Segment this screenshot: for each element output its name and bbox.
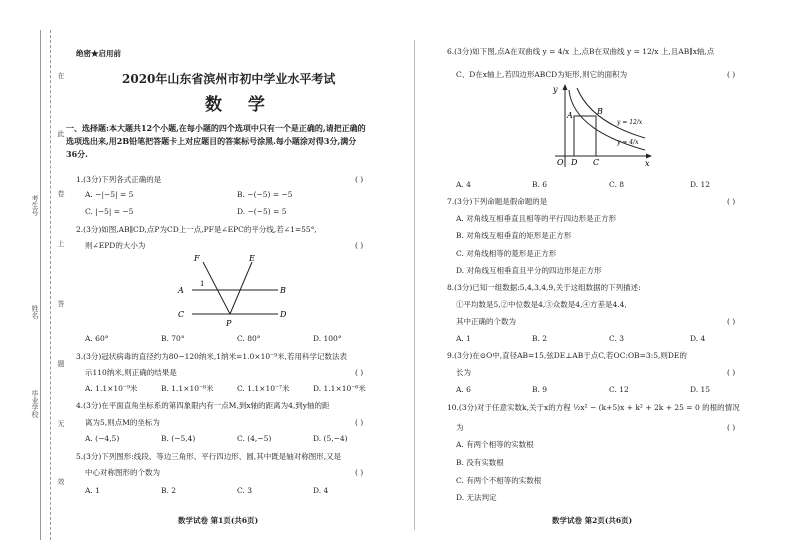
label-curve-4: y = 4/x: [617, 139, 639, 146]
binding-line-outer: [40, 30, 41, 540]
q9-option-a[interactable]: A. 6: [456, 385, 471, 394]
page-divider: [414, 40, 415, 530]
label-p: P: [226, 319, 232, 328]
q2-option-b[interactable]: B. 70°: [161, 334, 185, 343]
q10-stem: 10.(3分)对于任意实数k,关于x的方程 ½x² − (k+5)x + k² + 2k + 25 = 0 的根的情况: [447, 403, 740, 412]
q5-option-b[interactable]: B. 2: [161, 486, 177, 495]
q6-option-a[interactable]: A. 4: [456, 180, 471, 189]
q8-option-c[interactable]: C. 3: [609, 334, 625, 343]
q7-option-a[interactable]: A. 对角线互相垂直且相等的平行四边形是正方形: [456, 214, 617, 223]
q6-figure: [545, 82, 657, 170]
label-a: A: [567, 111, 573, 120]
label-e: E: [249, 254, 255, 263]
q9-option-b[interactable]: B. 9: [532, 385, 548, 394]
q8-option-d[interactable]: D. 4: [690, 334, 706, 343]
label-d: D: [280, 310, 287, 319]
q7-answer-blank[interactable]: ( ): [727, 197, 736, 206]
q10-stem-continued: 为: [456, 423, 464, 432]
q5-option-a[interactable]: A. 1: [85, 486, 100, 495]
label-y-axis: y: [553, 85, 558, 94]
rectangle-abcd: [574, 116, 596, 156]
q3-stem: 3.(3分)冠状病毒的直径约为80~120纳米,1纳米=1.0×10⁻⁹米,若用科学记数法表: [76, 352, 347, 361]
line-pf: [203, 262, 230, 314]
q5-stem: 5.(3分)下列图形:线段、等边三角形、平行四边形、圆,其中既是轴对称图形,又是: [76, 452, 342, 461]
q7-option-c[interactable]: C. 对角线相等的菱形是正方形: [456, 249, 557, 258]
q3-answer-blank[interactable]: ( ): [355, 368, 364, 377]
field-exam-number: 考生号: [31, 195, 39, 216]
q3-option-c[interactable]: C. 1.1×10⁻⁷米: [237, 384, 290, 393]
field-school: 毕业学校: [31, 390, 39, 418]
q5-option-c[interactable]: C. 3: [237, 486, 253, 495]
binding-marker: 效: [57, 478, 65, 485]
label-c: C: [178, 310, 185, 319]
q8-statements: ①平均数是5,②中位数是4,③众数是4,④方差是4.4,: [456, 300, 627, 309]
label-d: D: [571, 158, 578, 167]
q10-option-c[interactable]: C. 有两个不相等的实数根: [456, 476, 542, 485]
line-pe: [230, 262, 252, 314]
q5-option-d[interactable]: D. 4: [313, 486, 329, 495]
q6-option-c[interactable]: C. 8: [609, 180, 625, 189]
y-axis-arrow: [563, 84, 568, 90]
q9-answer-blank[interactable]: ( ): [727, 368, 736, 377]
q2-option-a[interactable]: A. 60°: [85, 334, 109, 343]
label-c: C: [593, 158, 600, 167]
q1-option-b[interactable]: B. −(−5) = −5: [237, 190, 293, 199]
x-axis-arrow: [646, 154, 652, 159]
q8-answer-blank[interactable]: ( ): [727, 317, 736, 326]
q8-option-a[interactable]: A. 1: [456, 334, 471, 343]
q6-option-d[interactable]: D. 12: [690, 180, 711, 189]
q9-stem: 9.(3分)在⊙O中,直径AB=15,弦DE⊥AB于点C,若OC:OB=3:5,则DE的: [447, 351, 687, 360]
label-f: F: [194, 254, 200, 263]
section-header: 一、选择题:本大题共12个小题,在每小题的四个选项中只有一个是正确的,请把正确的选项选出来,用2B铅笔把答题卡上对应题目的答案标号涂黑.每小题涂对得3分,满分36分.: [66, 123, 366, 159]
q1-option-c[interactable]: C. |−5| = −5: [85, 207, 134, 216]
binding-marker: 答: [57, 300, 65, 307]
q6-stem-continued: C、D在x轴上,若四边形ABCD为矩形,则它的面积为: [456, 70, 628, 79]
binding-marker: 上: [57, 240, 65, 247]
q2-figure: [170, 250, 300, 330]
q4-answer-blank[interactable]: ( ): [355, 418, 364, 427]
exam-title: 2020年山东省滨州市初中学业水平考试: [122, 72, 336, 86]
q8-stem: 8.(3分)已知一组数据:5,4,3,4,9,关于这组数据的下列描述:: [447, 283, 641, 292]
q4-option-d[interactable]: D. (5,−4): [313, 434, 348, 443]
label-curve-12: y = 12/x: [617, 119, 643, 126]
label-x-axis: x: [645, 159, 650, 168]
q2-option-c[interactable]: C. 80°: [237, 334, 261, 343]
q9-option-d[interactable]: D. 15: [690, 385, 711, 394]
q3-stem-continued: 示110纳米,则正确的结果是: [85, 368, 177, 377]
q1-answer-blank[interactable]: ( ): [355, 175, 364, 184]
page2-footer: 数学试卷 第2页(共6页): [552, 516, 633, 525]
q6-answer-blank[interactable]: ( ): [727, 70, 736, 79]
q3-option-b[interactable]: B. 1.1×10⁻⁸米: [161, 384, 214, 393]
binding-marker: 此: [57, 130, 65, 137]
q8-option-b[interactable]: B. 2: [532, 334, 548, 343]
q4-stem: 4.(3分)在平面直角坐标系的第四象限内有一点M,到x轴的距离为4,到y轴的距: [76, 401, 330, 410]
q2-stem-continued: 则∠EPD的大小为: [85, 241, 146, 250]
binding-line-inner: [50, 30, 51, 540]
label-angle-1: 1: [200, 280, 205, 288]
label-o: O: [557, 158, 564, 167]
q3-option-d[interactable]: D. 1.1×10⁻⁶米: [313, 384, 366, 393]
q4-option-a[interactable]: A. (−4,5): [85, 434, 120, 443]
q5-answer-blank[interactable]: ( ): [355, 468, 364, 477]
q7-option-d[interactable]: D. 对角线互相垂直且平分的四边形是正方形: [456, 266, 602, 275]
binding-marker: 无: [57, 420, 65, 427]
q10-option-b[interactable]: B. 没有实数根: [456, 458, 504, 467]
q5-stem-continued: 中心对称图形的个数为: [85, 468, 160, 477]
field-name: 姓名: [31, 305, 39, 319]
q9-stem-continued: 长为: [456, 368, 471, 377]
q2-answer-blank[interactable]: ( ): [355, 241, 364, 250]
q4-option-b[interactable]: B. (−5,4): [161, 434, 196, 443]
binding-marker: 在: [57, 72, 65, 79]
q3-option-a[interactable]: A. 1.1×10⁻⁹米: [85, 384, 138, 393]
q10-answer-blank[interactable]: ( ): [727, 423, 736, 432]
q2-stem: 2.(3分)如图,AB∥CD,点P为CD上一点,PF是∠EPC的平分线,若∠1=55°,: [76, 225, 317, 234]
page1-footer: 数学试卷 第1页(共6页): [178, 516, 259, 525]
confidential-label: 绝密★启用前: [76, 49, 121, 58]
label-a: A: [178, 286, 184, 295]
q9-option-c[interactable]: C. 12: [609, 385, 629, 394]
q4-stem-continued: 离为5,则点M的坐标为: [85, 418, 160, 427]
q2-option-d[interactable]: D. 100°: [313, 334, 342, 343]
binding-marker: 题: [57, 360, 65, 367]
q1-stem: 1.(3分)下列各式正确的是: [76, 175, 162, 184]
q10-option-a[interactable]: A. 有两个相等的实数根: [456, 440, 534, 449]
q1-option-a[interactable]: A. −|−5| = 5: [85, 190, 134, 199]
curve-y-12-over-x: [577, 88, 645, 138]
q8-stem-question: 其中正确的个数为: [456, 317, 516, 326]
q6-option-b[interactable]: B. 6: [532, 180, 548, 189]
label-b: B: [280, 286, 286, 295]
binding-marker: 卷: [57, 190, 65, 197]
q1-option-d[interactable]: D. −(−5) = 5: [237, 207, 287, 216]
label-b: B: [597, 107, 603, 116]
q4-option-c[interactable]: C. (4,−5): [237, 434, 272, 443]
subject-title: 数 学: [205, 95, 275, 115]
q10-option-d[interactable]: D. 无法判定: [456, 493, 497, 502]
q7-stem: 7.(3分)下列命题是假命题的是: [447, 197, 548, 206]
q7-option-b[interactable]: B. 对角线互相垂直的矩形是正方形: [456, 231, 572, 240]
q6-stem: 6.(3分)如下图,点A在双曲线 y = 4/x 上,点B在双曲线 y = 12/x 上,且AB∥x轴,点: [447, 47, 715, 56]
